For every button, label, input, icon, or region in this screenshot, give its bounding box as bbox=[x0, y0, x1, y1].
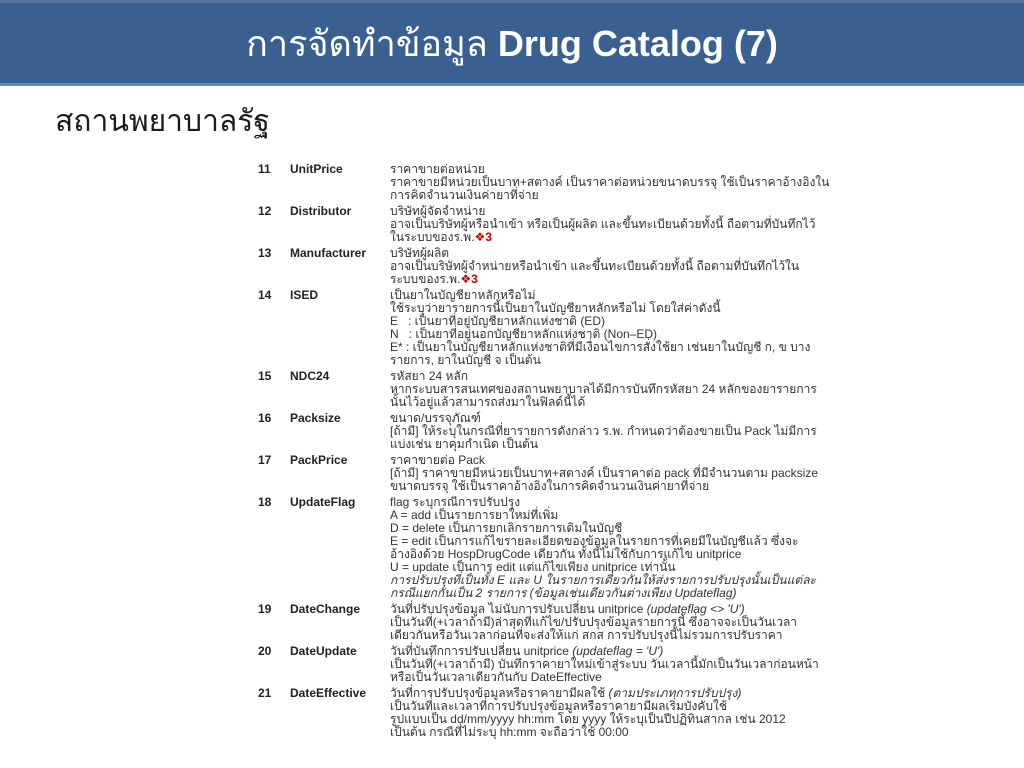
field-name: UnitPrice bbox=[290, 162, 343, 176]
field-description bbox=[390, 687, 803, 739]
footnote-marker: ❖3 bbox=[460, 272, 478, 286]
description-line: [ถ้ามี] ให้ระบุในกรณีที่ยารายการดังกล่าว ร.พ. กำหนดว่าต้องขายเป็น Pack ไม่มีการ bbox=[390, 424, 817, 438]
description-line: เป็นยาในบัญชียาหลักหรือไม่ bbox=[390, 288, 536, 302]
field-name: Manufacturer bbox=[290, 246, 367, 260]
section-heading: สถานพยาบาลรัฐ bbox=[55, 105, 270, 138]
field-name: Packsize bbox=[290, 411, 341, 425]
field-description bbox=[390, 163, 829, 202]
description-line: ราคาขายมีหน่วยเป็นบาท+สตางค์ เป็นราคาต่อหน่วยขนาดบรรจุ ใช้เป็นราคาอ้างอิงใน bbox=[390, 175, 830, 189]
description-line: หากระบบสารสนเทศของสถานพยาบาลได้มีการบันทึกรหัสยา 24 หลักของยารายการ bbox=[390, 382, 817, 396]
description-line: เป็นต้น กรณีที่ไม่ระบุ hh:mm จะถือว่าใช้ 00:00 bbox=[390, 725, 629, 739]
description-line: ขนาดบรรจุ ใช้เป็นราคาอ้างอิงในการคิดจำนวนเงินค่ายาที่จ่าย bbox=[390, 479, 710, 493]
description-line: flag ระบุกรณีการปรับปรุง bbox=[390, 495, 521, 509]
description-line: วันที่บันทึกการปรับเปลี่ยน unitprice (updateflag = 'U') bbox=[390, 644, 664, 658]
table-row bbox=[258, 644, 819, 684]
slide-title bbox=[246, 15, 778, 72]
description-line: เป็นวันที่และเวลาที่การปรับปรุงข้อมูลหรือราคายามีผลเริ่มบังคับใช้ bbox=[390, 699, 728, 713]
field-description bbox=[390, 370, 817, 409]
description-line: E : เป็นยาที่อยู่บัญชียาหลักแห่งชาติ (ED) bbox=[390, 314, 605, 328]
description-line: รูปแบบเป็น dd/mm/yyyy hh:mm โดย yyyy ให้ระบุเป็นปีปฏิทินสากล เช่น 2012 bbox=[390, 712, 786, 726]
table-row bbox=[258, 288, 811, 367]
field-name: DateUpdate bbox=[290, 644, 357, 658]
field-description bbox=[390, 205, 815, 244]
description-line: นั้นไว้อยู่แล้วสามารถส่งมาในฟิลด์นี้ได้ bbox=[390, 395, 586, 409]
description-line: ราคาขายต่อหน่วย bbox=[390, 162, 485, 176]
description-line: วันที่ปรับปรุงข้อมูล ไม่นับการปรับเปลี่ยน unitprice (updateflag <> 'U') bbox=[390, 602, 745, 616]
field-name: DateEffective bbox=[290, 686, 367, 700]
description-line: ราคาขายต่อ Pack bbox=[390, 453, 485, 467]
description-line: ระบบของร.พ.❖3 bbox=[390, 272, 478, 286]
description-line: เดียวกันหรือวันเวลาก่อนที่จะส่งให้แก่ สกส การปรับปรุงนี้ไม่รวมการปรับราคา bbox=[390, 628, 783, 642]
field-description bbox=[390, 603, 803, 642]
description-line: วันที่การปรับปรุงข้อมูลหรือราคายามีผลใช้ (ตามประเภทการปรับปรุง) bbox=[390, 686, 742, 700]
field-number: 12 bbox=[258, 204, 272, 218]
slide-title-bar bbox=[0, 0, 1024, 86]
field-name: PackPrice bbox=[290, 453, 348, 467]
field-number: 14 bbox=[258, 288, 272, 302]
field-description bbox=[390, 496, 816, 600]
description-line: อ้างอิงด้วย HospDrugCode เดียวกัน ทั้งนี้ไม่ใช้กับการแก้ไข unitprice bbox=[390, 547, 742, 561]
description-line: หรือเป็นวันเวลาเดียวกันกับ DateEffective bbox=[390, 670, 602, 684]
field-name: UpdateFlag bbox=[290, 495, 356, 509]
description-line: อาจเป็นบริษัทผู้หรือนำเข้า หรือเป็นผู้ผลิต และขึ้นทะเบียนด้วยทั้งนี้ ถือตามที่บันทึกไว้ bbox=[390, 217, 816, 231]
description-line: เป็นวันที่(+เวลาถ้ามี) บันทึกราคายาใหม่เข้าสู่ระบบ วันเวลานี้มักเป็นวันเวลาก่อนหน้า bbox=[390, 657, 819, 671]
description-line: การคิดจำนวนเงินค่ายาที่จ่าย bbox=[390, 188, 539, 202]
field-description bbox=[390, 289, 810, 367]
description-line: D = delete เป็นการยกเลิกรายการเดิมในบัญชี bbox=[390, 521, 623, 535]
description-line: กรณีแยกกันเป็น 2 รายการ (ข้อมูลเช่นเดียวกันต่างเพียง Updateflag) bbox=[390, 586, 737, 600]
table-row bbox=[258, 411, 817, 451]
slide-title-en: Drug Catalog (7) bbox=[497, 22, 778, 64]
field-name: DateChange bbox=[290, 602, 361, 616]
field-description bbox=[390, 412, 817, 451]
table-row bbox=[258, 495, 816, 600]
description-line: บริษัทผู้จัดจำหน่าย bbox=[390, 204, 486, 218]
table-row bbox=[258, 204, 816, 244]
field-number: 17 bbox=[258, 453, 272, 467]
table-row bbox=[258, 453, 818, 493]
field-name: Distributor bbox=[290, 204, 352, 218]
field-number: 18 bbox=[258, 495, 272, 509]
footnote-marker: ❖3 bbox=[474, 230, 492, 244]
description-line: รายการ, ยาในบัญชี จ เป็นต้น bbox=[390, 353, 541, 367]
description-line: ขนาด/บรรจุภัณฑ์ bbox=[390, 411, 481, 425]
field-number: 21 bbox=[258, 686, 272, 700]
field-description bbox=[390, 454, 818, 493]
table-row bbox=[258, 369, 817, 409]
field-number: 19 bbox=[258, 602, 272, 616]
description-line: U = update เป็นการ edit แต่แก้ไขเพียง unitprice เท่านั้น bbox=[390, 560, 676, 574]
description-line: ใช้ระบุว่ายารายการนี้เป็นยาในบัญชียาหลักหรือไม่ โดยใส่ค่าดังนี้ bbox=[390, 301, 721, 315]
field-description bbox=[390, 247, 803, 286]
description-line: E = edit เป็นการแก้ไขรายละเอียดของข้อมูลในรายการที่เคยมีในบัญชีแล้ว ซึ่งจะ bbox=[390, 534, 799, 548]
description-line: แบ่งเช่น ยาคุมกำเนิด เป็นต้น bbox=[390, 437, 539, 451]
field-name: ISED bbox=[290, 288, 319, 302]
description-line: รหัสยา 24 หลัก bbox=[390, 369, 468, 383]
table-row bbox=[258, 687, 803, 739]
description-line: อาจเป็นบริษัทผู้จำหน่ายหรือนำเข้า และขึ้นทะเบียนด้วยทั้งนี้ ถือตามที่บันทึกไว้ใน bbox=[390, 259, 800, 273]
description-line: บริษัทผู้ผลิต bbox=[390, 246, 450, 260]
field-number: 13 bbox=[258, 246, 272, 260]
description-line: A = add เป็นรายการยาใหม่ที่เพิ่ม bbox=[390, 508, 559, 522]
slide-title-thai: การจัดทำข้อมูล bbox=[246, 22, 488, 64]
description-line: ในระบบของร.พ.❖3 bbox=[390, 230, 492, 244]
description-line: [ถ้ามี] ราคาขายมีหน่วยเป็นบาท+สตางค์ เป็นราคาต่อ pack ที่มีจำนวนตาม packsize bbox=[390, 466, 818, 480]
description-line: เป็นวันที่(+เวลาถ้ามี)ล่าสุดที่แก้ไข/ปรับปรุงข้อมูลรายการนี้ ซึ่งอาจจะเป็นวันเวลา bbox=[390, 615, 798, 629]
field-number: 16 bbox=[258, 411, 272, 425]
description-line: การปรับปรุงที่เป็นทั้ง E และ U ในรายการเดียวกันให้ส่งรายการปรับปรุงนั้นเป็นแต่ละ bbox=[390, 573, 816, 587]
field-number: 20 bbox=[258, 644, 272, 658]
field-table bbox=[258, 162, 830, 739]
table-row bbox=[258, 247, 803, 286]
table-row bbox=[258, 162, 830, 202]
field-description bbox=[390, 645, 819, 684]
table-row bbox=[258, 603, 803, 642]
field-number: 11 bbox=[258, 162, 271, 176]
description-line: E* : เป็นยาในบัญชียาหลักแห่งชาติที่มีเงื่อนไขการสั่งใช้ยา เช่นยาในบัญชี ก, ข บาง bbox=[390, 340, 811, 354]
field-name: NDC24 bbox=[290, 369, 330, 383]
field-number: 15 bbox=[258, 369, 272, 383]
description-line: N : เป็นยาที่อยู่นอกบัญชียาหลักแห่งชาติ (Non–ED) bbox=[390, 327, 657, 341]
